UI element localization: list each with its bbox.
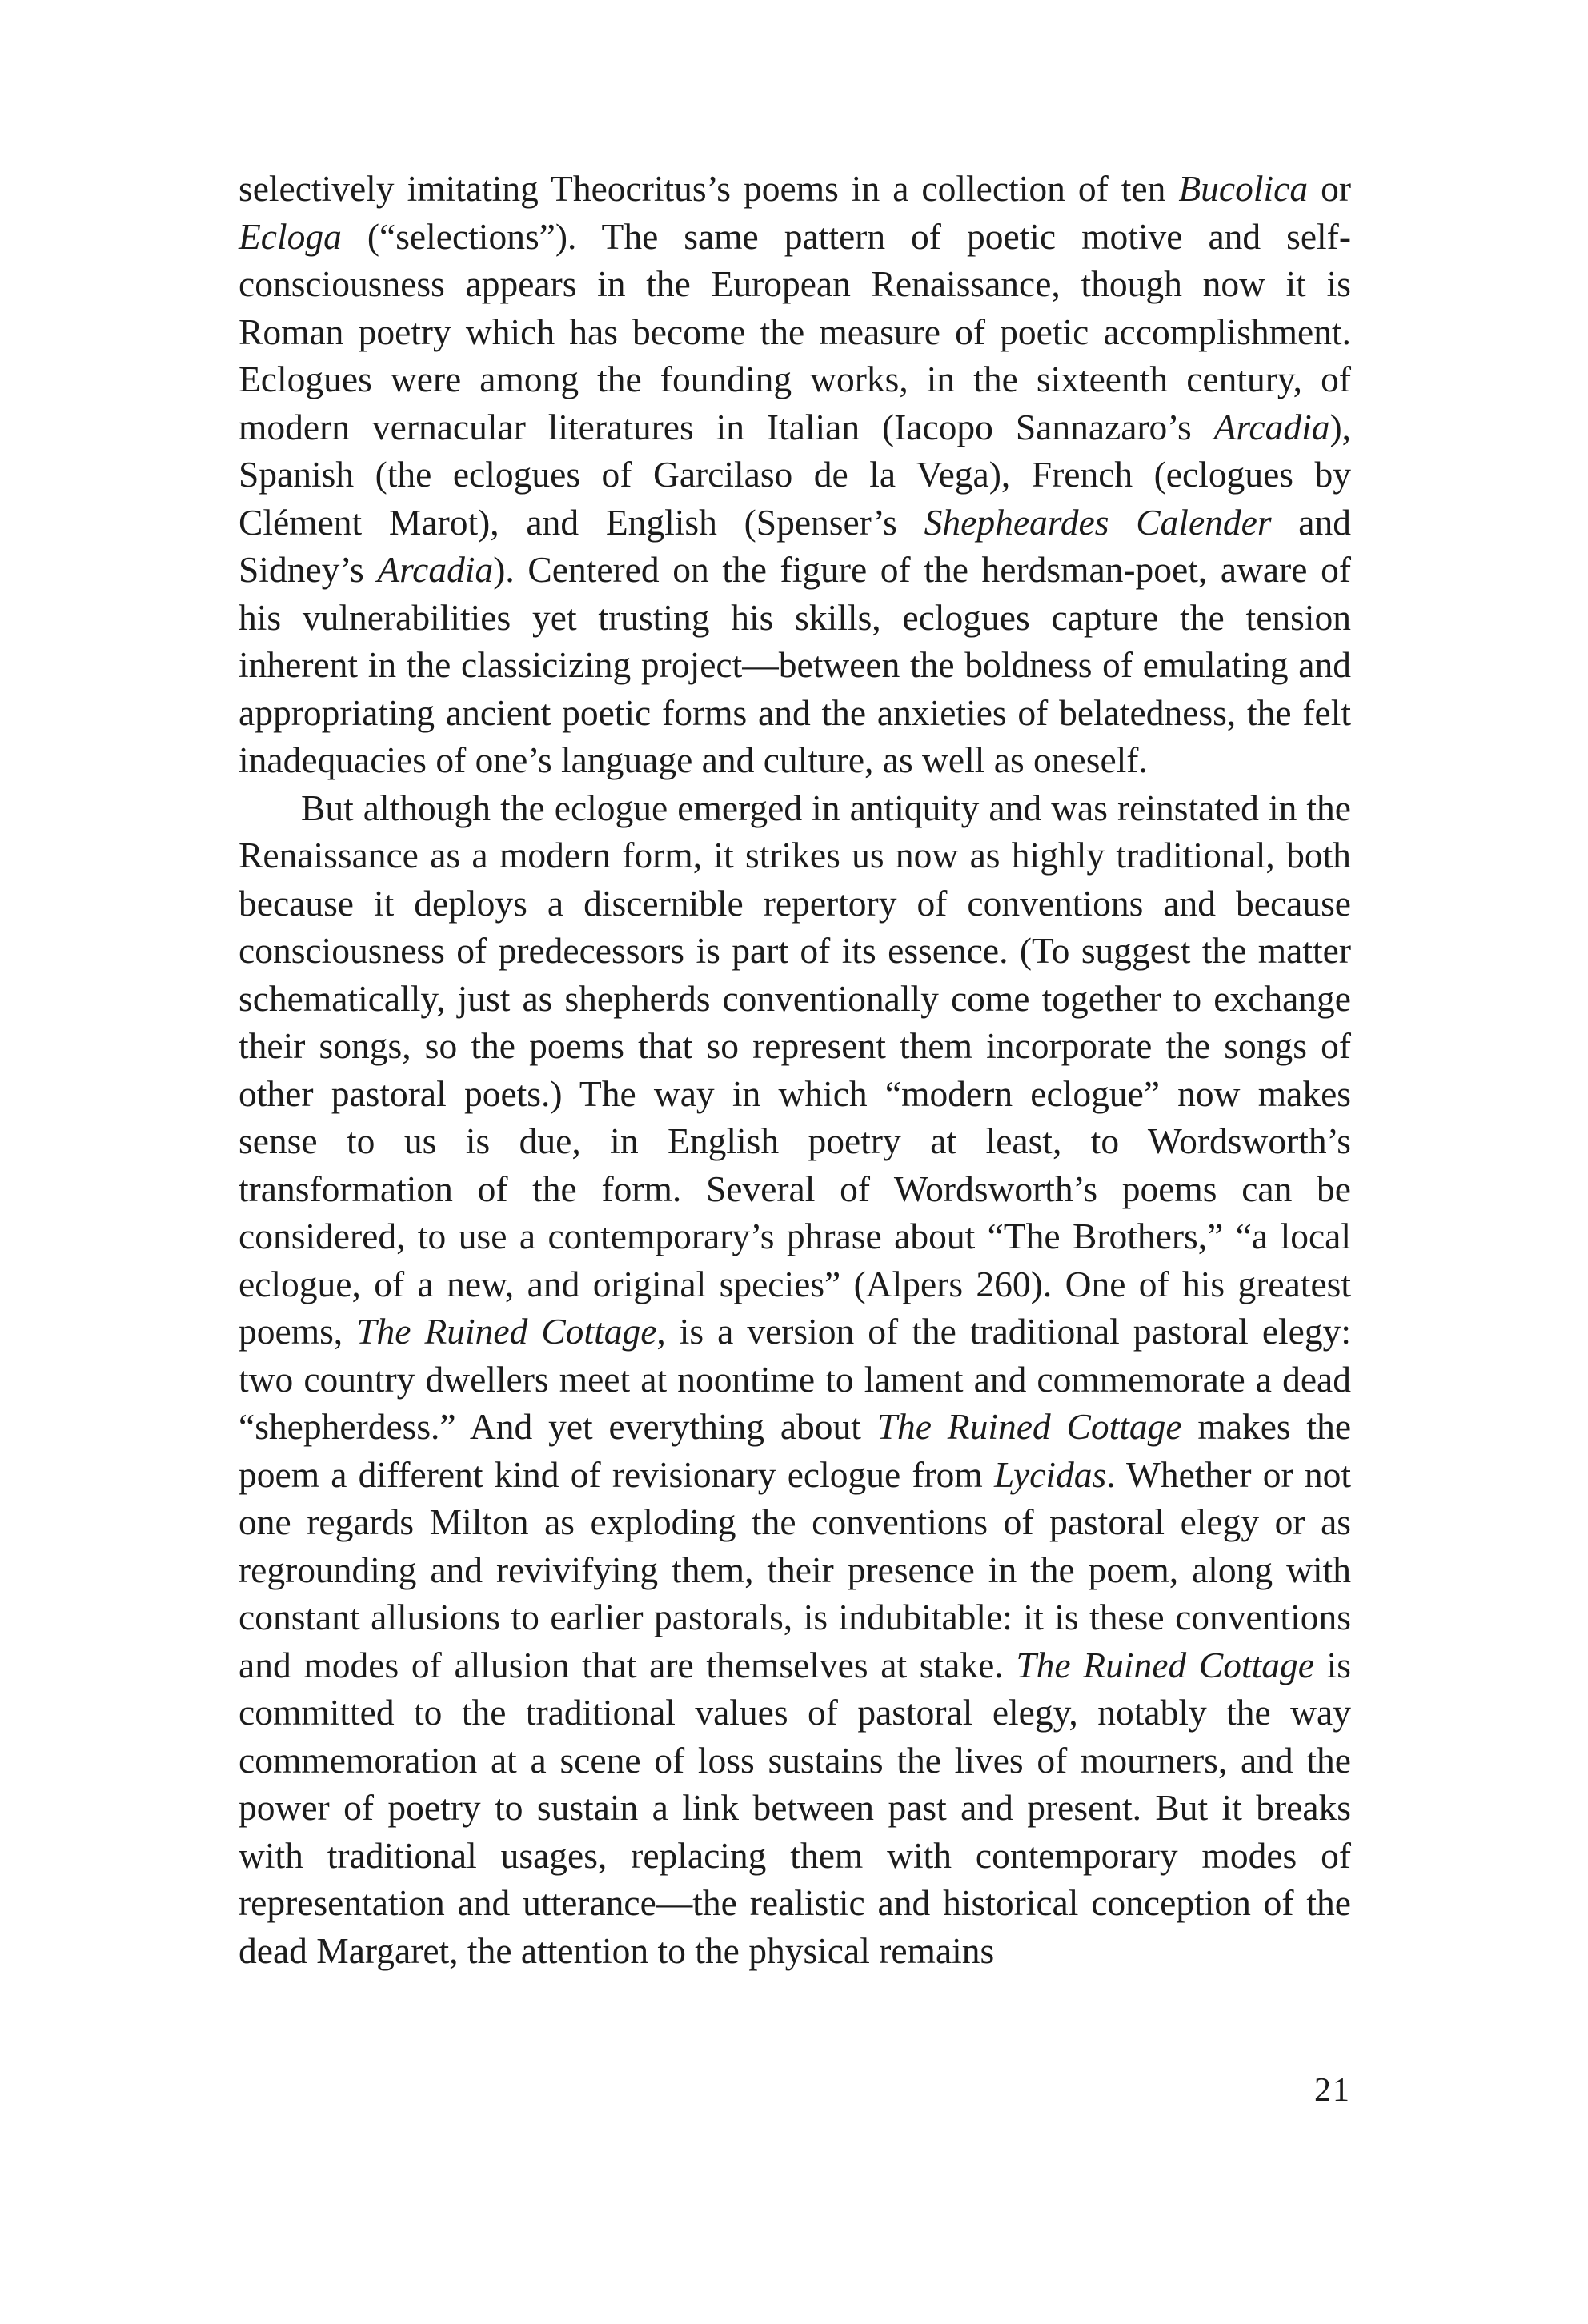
text-run: (“selections”). The same pattern of poetic motive and self-consciousness appears in the European Renaissance, though now it is Roman poetry which has become the measure of poetic accomplishment. Eclogues were among the founding works, in the sixteenth century, of modern vernacular literatures in Italian (Iacopo Sannazaro’s [239, 215, 1351, 447]
italic-title: Arcadia [377, 549, 494, 590]
page-number: 21 [1314, 2072, 1351, 2109]
italic-title: Bucolica [1178, 168, 1309, 209]
paragraph-1 [239, 165, 1351, 784]
paragraph-2 [239, 784, 1351, 1975]
text-run: But although the eclogue emerged in antiquity and was reinstated in the Renaissance as a modern form, it strikes us now as highly traditional, both because it deploys a discernible repertory of conventions and because consciousness of predecessors is part of its essence. (To suggest the matter schematically, just as shepherds conventionally come together to exchange their songs, so the poems that so represent them incorporate the songs of other pastoral poets.) The way in which “modern eclogue” now makes sense to us is due, in English poetry at least, to Wordsworth’s transformation of the form. Several of Wordsworth’s poems can be considered, to use a contemporary’s phrase about “The Brothers,” “a local eclogue, of a new, and original species” (Alpers 260). One of his greatest poems, [239, 787, 1351, 1352]
italic-title: The Ruined Cottage [356, 1311, 657, 1352]
italic-title: Ecloga [239, 215, 342, 257]
text-run: makes the poem a different kind of revisionary eclogue from [239, 1406, 1352, 1495]
body-text [239, 165, 1351, 1974]
italic-title: The Ruined Cottage [876, 1406, 1182, 1447]
text-run: selectively imitating Theocritus’s poems in a collection of ten [239, 168, 1179, 209]
text-run: , is a version of the traditional pastoral elegy: two country dwellers meet at noontime to lament and commemorate a dead “shepherdess.” And yet everything about [239, 1311, 1351, 1447]
text-run: ), Spanish (the eclogues of Garcilaso de la Vega), French (eclogues by Clément Marot), and English (Spenser’s [239, 406, 1351, 543]
italic-title: The Ruined Cottage [1016, 1644, 1314, 1685]
italic-title: Shepheardes Calender [924, 501, 1272, 543]
italic-title: Arcadia [1213, 406, 1330, 447]
text-run: . Whether or not one regards Milton as exploding the conventions of pastoral elegy or as regrounding and revivifying them, their presence in the poem, along with constant allusions to earlier pastorals, is indubitable: it is these conventions and modes of allusion that are themselves at stake. [239, 1453, 1351, 1685]
text-run: and Sidney’s [239, 501, 1351, 590]
text-run: ). Centered on the figure of the herdsman-poet, aware of his vulnerabilities yet trusting his skills, eclogues capture the tension inherent in the classicizing project—between the boldness of emulating and appropriating ancient poetic forms and the anxieties of belatedness, the felt inadequacies of one’s language and culture, as well as oneself. [239, 549, 1351, 780]
italic-title: Lycidas [994, 1453, 1107, 1495]
text-run: or [1308, 168, 1351, 209]
text-run: is committed to the traditional values of pastoral elegy, notably the way commemoration at a scene of loss sustains the lives of mourners, and the power of poetry to sustain a link between past and present. But it breaks with traditional usages, replacing them with contemporary modes of representation and utterance—the realistic and historical conception of the dead Margaret, the attention to the physical remains [239, 1644, 1351, 1971]
